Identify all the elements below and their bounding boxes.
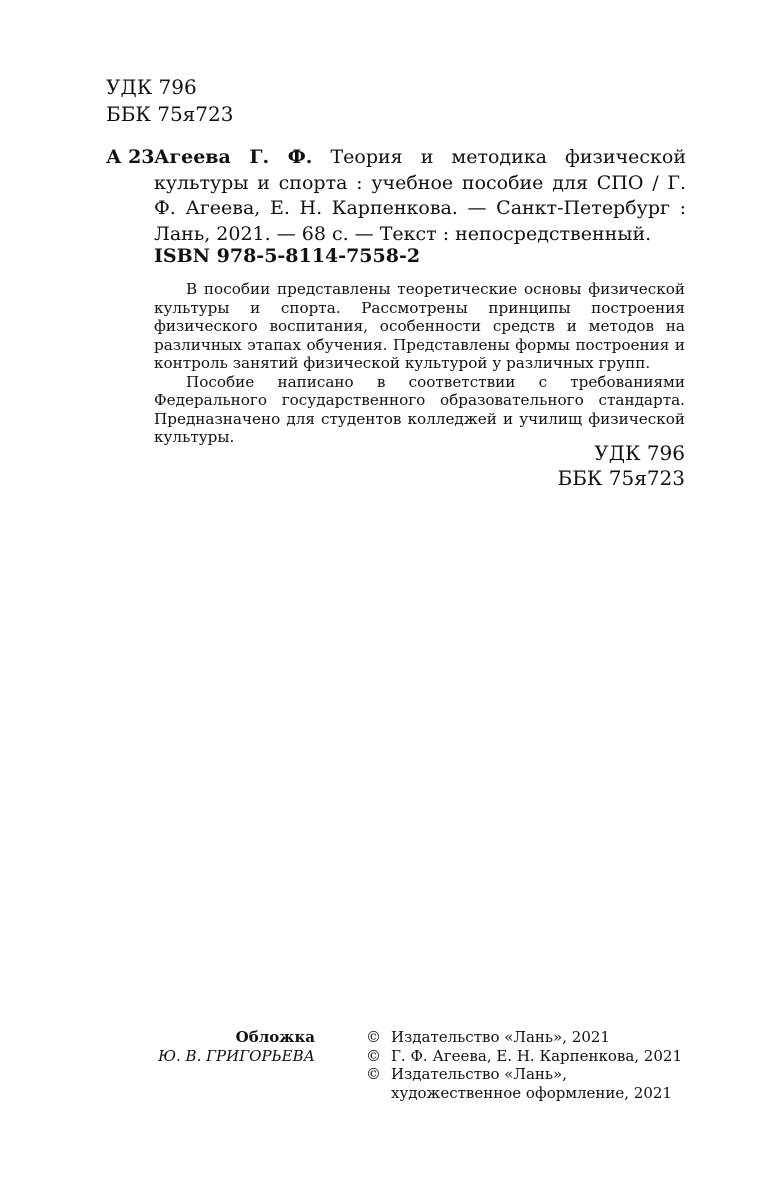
udk-code: УДК 796	[594, 441, 685, 465]
annotation-paragraph: Пособие написано в соответствии с требованиями Федерального государственного образовательного стандарта. Предназначено для студентов колледжей и училищ физической культуры.	[154, 372, 685, 446]
author-name: Агеева Г. Ф.	[154, 146, 313, 168]
annotation-paragraph: В пособии представлены теоретические основы физической культуры и спорта. Рассмотрены принципы построения физического воспитания, особенности средств и методов на различных этапах обучения. Представлены формы построения и контроль занятий физической культурой у различных групп.	[154, 280, 685, 372]
bibliographic-entry	[106, 145, 686, 247]
copyright-line	[366, 1028, 682, 1047]
copyright-line	[366, 1065, 682, 1102]
classification-top	[106, 74, 233, 128]
classification-bottom	[558, 441, 685, 491]
cover-label: Обложка	[235, 1028, 315, 1046]
udk-code: УДК 796	[106, 75, 197, 99]
cover-credit	[158, 1028, 315, 1065]
bbk-code: ББК 75я723	[106, 102, 234, 126]
bibliographic-description	[154, 145, 686, 247]
bbk-code: ББК 75я723	[557, 466, 685, 490]
isbn: ISBN 978-5-8114-7558-2	[154, 245, 421, 267]
copyright-icon: ©	[366, 1028, 381, 1046]
annotation	[154, 280, 685, 447]
copyright-icon: ©	[366, 1065, 381, 1083]
copyright-text: Издательство «Лань», 2021	[391, 1028, 610, 1046]
author-mark: А 23	[106, 146, 155, 168]
copyright-text: Г. Ф. Агеева, Е. Н. Карпенкова, 2021	[391, 1046, 682, 1065]
copyright-line	[366, 1047, 682, 1066]
copyright-block	[366, 1028, 682, 1102]
copyright-icon: ©	[366, 1046, 381, 1065]
title-and-details: Теория и методика физической культуры и спорта : учебное пособие для СПО / Г. Ф. Агеева, Е. Н. Карпенкова. — Санкт-Петербург : Лань, 2021. — 68 с. — Текст : непосредственный.	[154, 146, 686, 245]
cover-artist: Ю. В. ГРИГОРЬЕВА	[158, 1046, 315, 1065]
copyright-text: Издательство «Лань», художественное оформление, 2021	[391, 1065, 672, 1102]
